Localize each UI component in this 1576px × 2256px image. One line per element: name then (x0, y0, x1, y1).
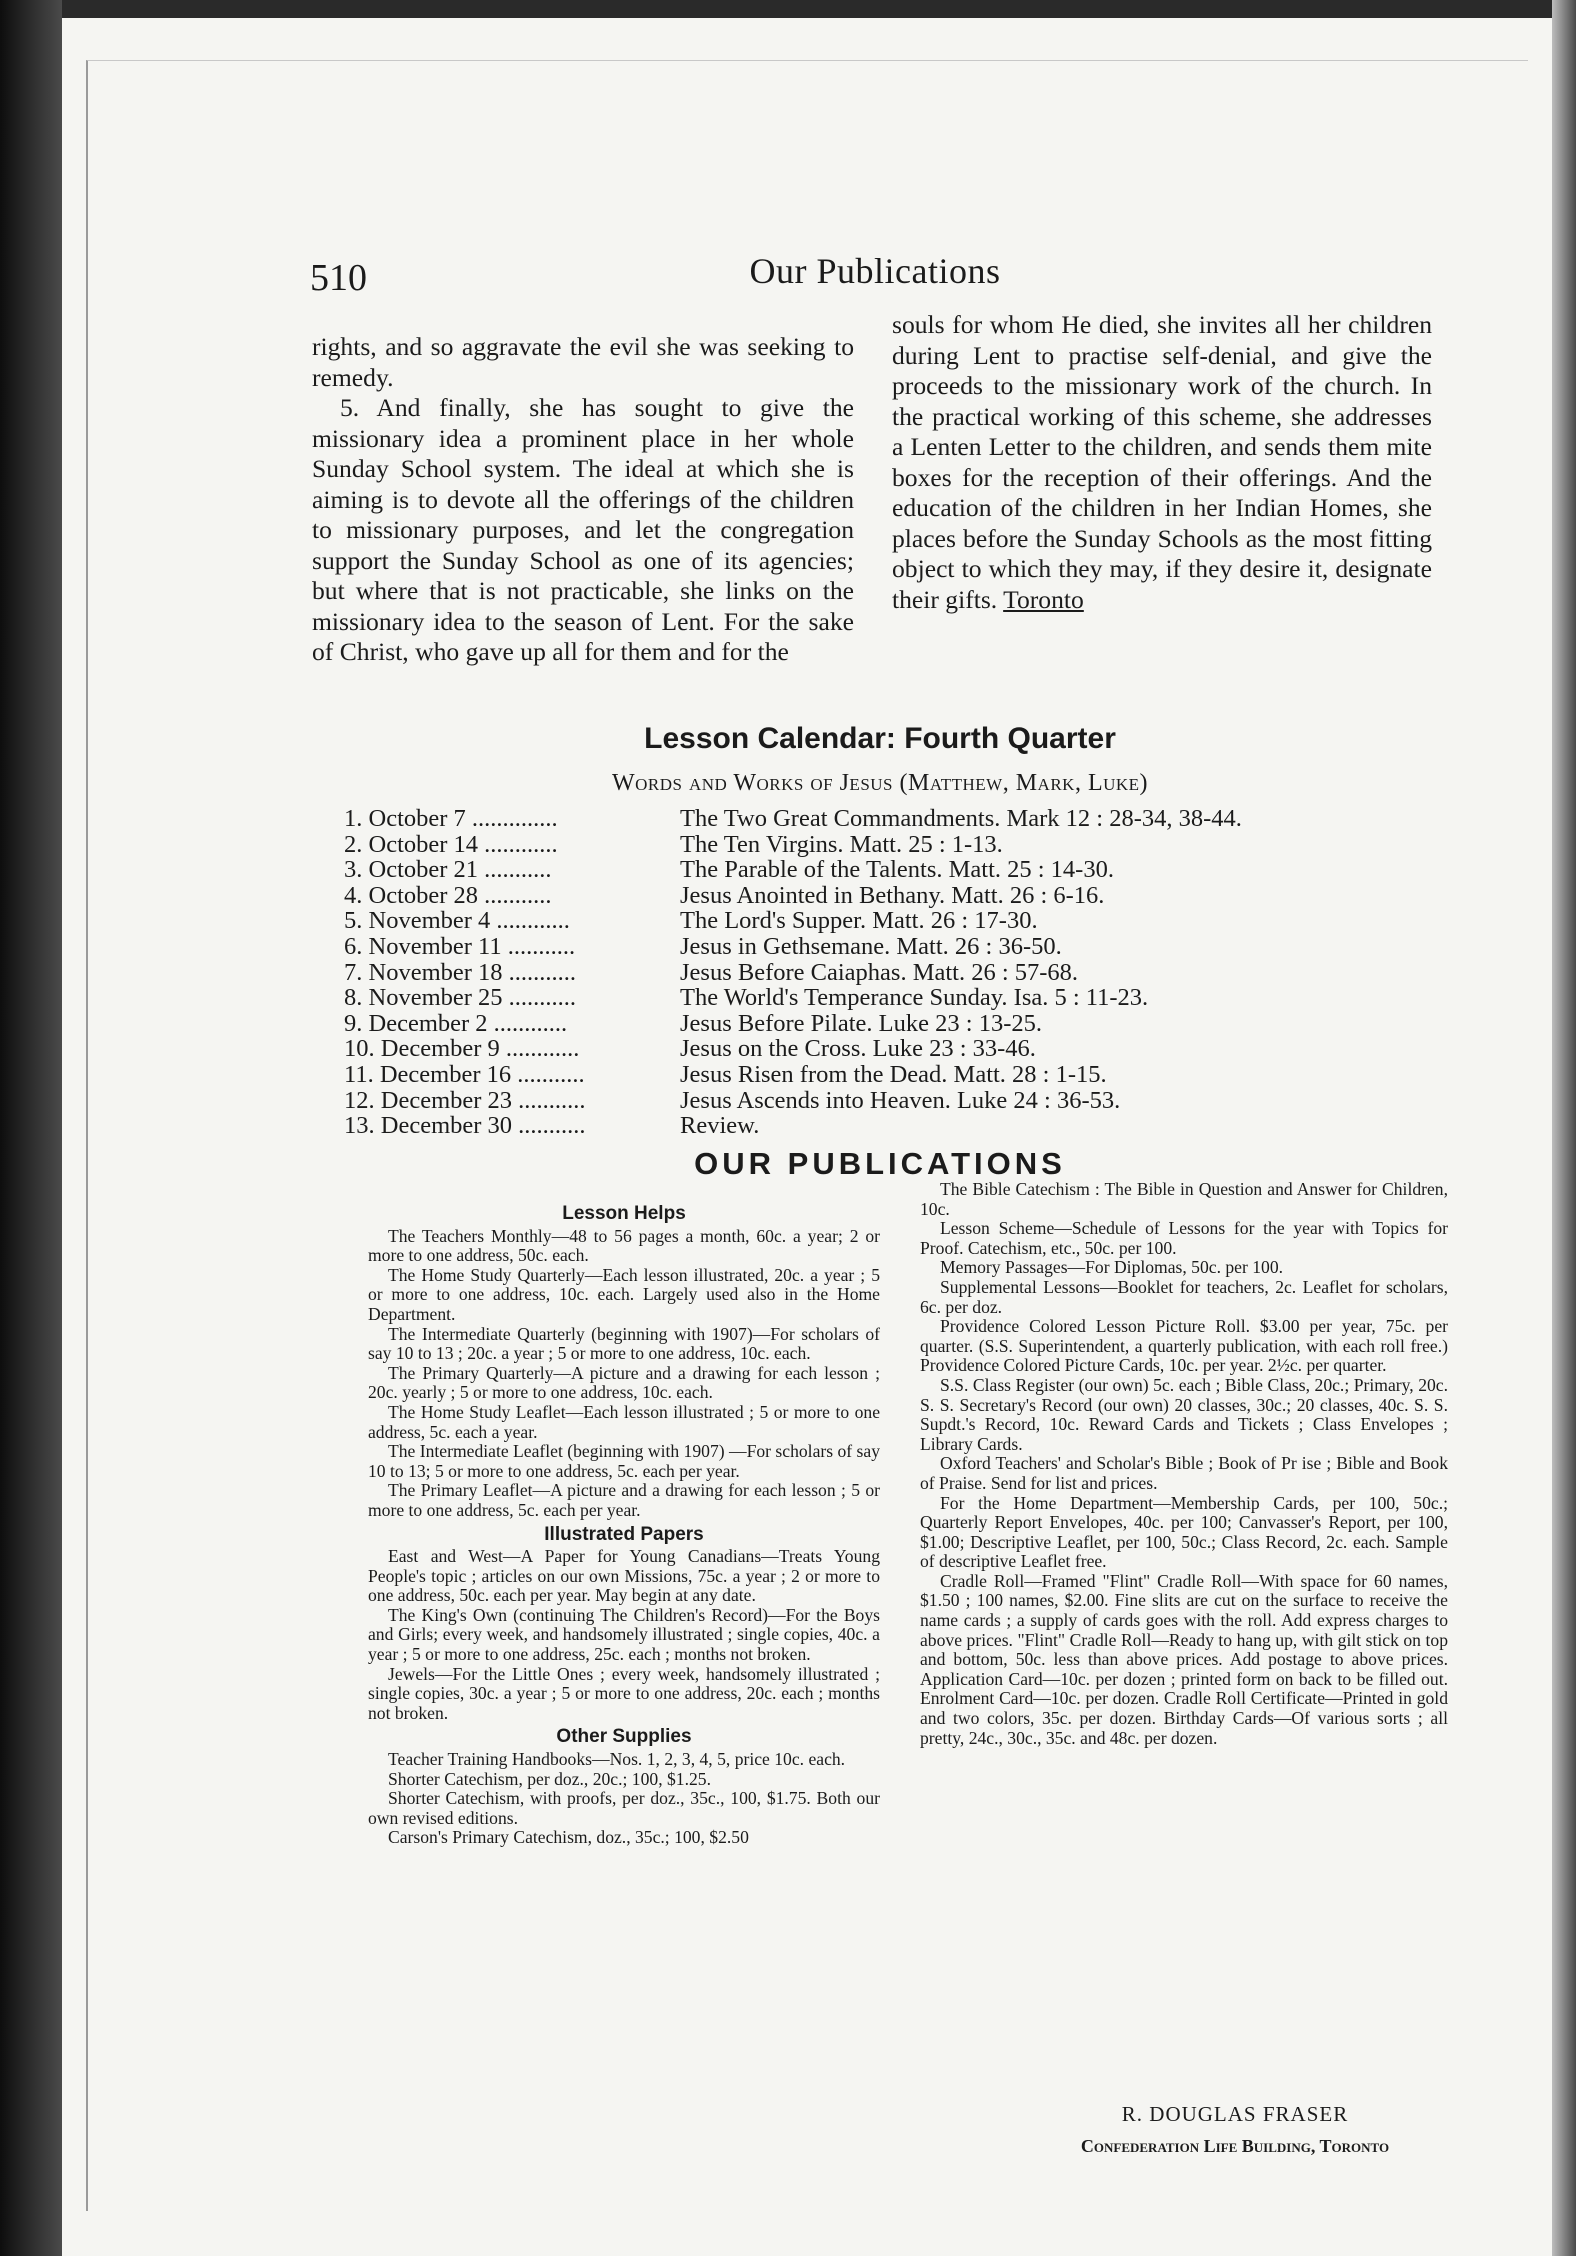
lesson-row (344, 1113, 1384, 1139)
publication-item: Supplemental Lessons—Booklet for teachers, 2c. Leaflet for scholars, 6c. per doz. (920, 1276, 1448, 1317)
publication-item: Jewels—For the Little Ones ; every week, handsomely illustrated ; single copies, 30c. a year ; 5 or more to one address, 20c. each ; months not broken. (368, 1663, 880, 1723)
publication-item: The Home Study Quarterly—Each lesson illustrated, 20c. a year ; 5 or more to one address, 10c. each. Largely used also in the Home Department. (368, 1264, 880, 1324)
page-number: 510 (310, 257, 367, 299)
lesson-date: 11. December 16 ........... (344, 1061, 585, 1088)
lesson-calendar-subtitle: Words and Works of Jesus (Matthew, Mark, Luke) (611, 770, 1149, 796)
lesson-title: The Parable of the Talents. Matt. 25 : 14-30. (680, 856, 1114, 884)
lesson-title: Jesus Ascends into Heaven. Luke 24 : 36-53. (680, 1086, 1121, 1114)
lesson-date: 4. October 28 ........... (344, 882, 552, 909)
lesson-date: 8. November 25 ........... (344, 985, 577, 1011)
toronto-link[interactable]: Toronto (1003, 584, 1084, 614)
publication-item: Shorter Catechism, with proofs, per doz., 35c., 100, $1.75. Both our own revised editions. (368, 1788, 880, 1828)
publication-item: Teacher Training Handbooks—Nos. 1, 2, 3, 4, 5, price 10c. each. (388, 1749, 846, 1770)
publication-item: The Intermediate Quarterly (beginning with 1907)—For scholars of say 10 to 13 ; 20c. a year ; 5 or more to one address, 10c. each. (368, 1323, 880, 1364)
lesson-date: 3. October 21 ........... (344, 857, 552, 883)
lesson-title: The Lord's Supper. Matt. 26 : 17-30. (680, 907, 1038, 935)
lesson-row (344, 960, 1384, 986)
publication-item: For the Home Department—Membership Cards, per 100, 50c.; Quarterly Report Envelopes, 40c. per 100; Canvasser's Report, per 100, $1.00; Descriptive Leaflet, per 100, 50c.; Class Record, 2c. each. Sample of descriptive Leaflet free. (920, 1492, 1448, 1572)
publisher-address: Confederation Life Building, Toronto (1080, 2136, 1390, 2156)
publication-item: The King's Own (continuing The Children's Record)—For the Boys and Girls; every week, and handsomely illustrated ; single copies, 40c. a year ; 5 or more to one address, 25c. each ; months not broken. (368, 1604, 880, 1665)
publication-item: The Bible Catechism : The Bible in Question and Answer for Children, 10c. (920, 1179, 1448, 1219)
lesson-title: The World's Temperance Sunday. Isa. 5 : 11-23. (680, 984, 1149, 1012)
lesson-date: 13. December 30 ........... (344, 1113, 586, 1139)
lesson-title: Review. (680, 1112, 760, 1140)
publication-item: The Primary Quarterly—A picture and a drawing for each lesson ; 20c. yearly ; 5 or more to one address, 10c. each. (368, 1362, 880, 1403)
body-paragraph (892, 310, 1432, 615)
lesson-row (344, 934, 1384, 960)
lesson-row (344, 1062, 1384, 1088)
lesson-title: Jesus in Gethsemane. Matt. 26 : 36-50. (680, 932, 1062, 960)
section-heading: Other Supplies (556, 1726, 692, 1748)
publication-item: Cradle Roll—Framed "Flint" Cradle Roll—With space for 60 names, $1.50 ; 100 names, $2.00. Fine slits are cut on the surface to receive the name cards ; a supply of cards goes with the roll. Add express charges to above prices. "Flint" Cradle Roll—Ready to hang up, with gilt stick on top and bottom, 50c. less than above prices. Add postage to above prices. Application Card—10c. per dozen ; printed form on back to be filled out. Enrolment Card—10c. per dozen. Cradle Roll Certificate—Printed in gold and two colors, 35c. per dozen. Birthday Cards—Of various sorts ; all pretty, 24c., 30c., 35c. and 48c. per dozen. (920, 1570, 1448, 1748)
lesson-row (344, 908, 1384, 934)
lesson-row (344, 806, 1384, 832)
publication-item: S.S. Class Register (our own) 5c. each ; Bible Class, 20c.; Primary, 20c. S. S. Secretary's Record (our own) 20 classes, 30c.; 20 classes, 40c. S. S. Supdt.'s Record, 10c. Reward Cards and Tickets ; Class Envelopes ; Library Cards. (920, 1374, 1448, 1454)
lesson-row (344, 832, 1384, 858)
publications-column-right (920, 1180, 1448, 1748)
lesson-date: 1. October 7 .............. (344, 806, 558, 832)
lesson-date: 9. December 2 ............ (344, 1010, 568, 1037)
lesson-row (344, 857, 1384, 883)
publications-column-left (368, 1200, 880, 1848)
lesson-list (344, 806, 1384, 1139)
lesson-row (344, 883, 1384, 909)
publication-item: Oxford Teachers' and Scholar's Bible ; Book of Pr ise ; Bible and Book of Praise. Send for list and prices. (920, 1453, 1448, 1493)
publication-item: Providence Colored Lesson Picture Roll. $3.00 per year, 75c. per quarter. (S.S. Superintendent, a quarterly publication, with each roll free.) Providence Colored Picture Cards, 10c. per year. 2½c. per quarter. (920, 1316, 1448, 1376)
section-heading: Lesson Helps (562, 1203, 686, 1224)
lesson-date: 10. December 9 ............ (344, 1036, 580, 1062)
lesson-row (344, 1011, 1384, 1037)
body-column-right (892, 310, 1432, 615)
lesson-row (344, 1088, 1384, 1114)
publication-item: Memory Passages—For Diplomas, 50c. per 100. (940, 1257, 1284, 1278)
body-paragraph: rights, and so aggravate the evil she was seeking to remedy. (312, 332, 854, 392)
section-heading: Illustrated Papers (544, 1523, 704, 1545)
lesson-row (344, 985, 1384, 1011)
publication-item: East and West—A Paper for Young Canadians—Treats Young People's topic ; articles on our own Missions, 75c. a year ; 2 or more to one address, 50c. each per year. May begin at any date. (368, 1546, 880, 1606)
lesson-date: 5. November 4 ............ (344, 908, 570, 934)
lesson-title: Jesus Before Pilate. Luke 23 : 13-25. (680, 1009, 1042, 1037)
lesson-title: Jesus on the Cross. Luke 23 : 33-46. (680, 1035, 1036, 1063)
lesson-date: 7. November 18 ........... (344, 959, 577, 986)
publisher-name: R. DOUGLAS FRASER (1121, 2102, 1349, 2126)
body-paragraph-text: souls for whom He died, she invites all her children during Lent to practise self-denial, and give the proceeds to the missionary work of the church. In the practical working of this scheme, she addresses a Lenten Letter to the children, and sends them mite boxes for the reception of their offerings. And the education of the children in her Indian Homes, she places before the Sunday Schools as the most fitting object to which they may, if they desire it, designate their gifts. (892, 310, 1432, 614)
lesson-title: Jesus Risen from the Dead. Matt. 28 : 1-15. (680, 1060, 1107, 1088)
publication-item: Shorter Catechism, per doz., 20c.; 100, $1.25. (388, 1768, 711, 1789)
lesson-title: The Two Great Commandments. Mark 12 : 28-34, 38-44. (680, 805, 1242, 832)
lesson-date: 2. October 14 ............ (344, 831, 558, 858)
lesson-date: 6. November 11 ........... (344, 933, 576, 960)
page-header (310, 250, 1440, 300)
publications-title: OUR PUBLICATIONS (694, 1146, 1066, 1181)
lesson-title: Jesus Anointed in Bethany. Matt. 26 : 6-16. (680, 881, 1105, 909)
publication-item: The Primary Leaflet—A picture and a drawing for each lesson ; 5 or more to one address, 5c. each per year. (368, 1480, 880, 1520)
running-head: Our Publications (749, 251, 1001, 291)
lesson-date: 12. December 23 ........... (344, 1087, 586, 1114)
lesson-calendar-title: Lesson Calendar: Fourth Quarter (644, 722, 1116, 755)
publication-item: The Home Study Leaflet—Each lesson illustrated ; 5 or more to one address, 5c. each a year. (368, 1401, 880, 1442)
lesson-title: Jesus Before Caiaphas. Matt. 26 : 57-68. (680, 958, 1079, 986)
publication-item: The Teachers Monthly—48 to 56 pages a month, 60c. a year; 2 or more to one address, 50c. each. (368, 1225, 880, 1266)
body-column-left (312, 332, 854, 668)
publication-item: Lesson Scheme—Schedule of Lessons for the year with Topics for Proof. Catechism, etc., 50c. per 100. (920, 1218, 1448, 1258)
lesson-row (344, 1036, 1384, 1062)
publication-item: The Intermediate Leaflet (beginning with 1907) —For scholars of say 10 to 13; 5 or more to one address, 5c. each per year. (368, 1441, 880, 1481)
lesson-title: The Ten Virgins. Matt. 25 : 1-13. (680, 830, 1003, 858)
body-paragraph: 5. And finally, she has sought to give the missionary idea a prominent place in her whole Sunday School system. The ideal at which she is aiming is to devote all the offerings of the children to missionary purposes, and let the congregation support the Sunday School as one of its agencies; but where that is not practicable, she links on the missionary idea to the season of Lent. For the sake of Christ, who gave up all for them and for the (312, 393, 854, 666)
publication-item: Carson's Primary Catechism, doz., 35c.; 100, $2.50 (388, 1827, 749, 1848)
